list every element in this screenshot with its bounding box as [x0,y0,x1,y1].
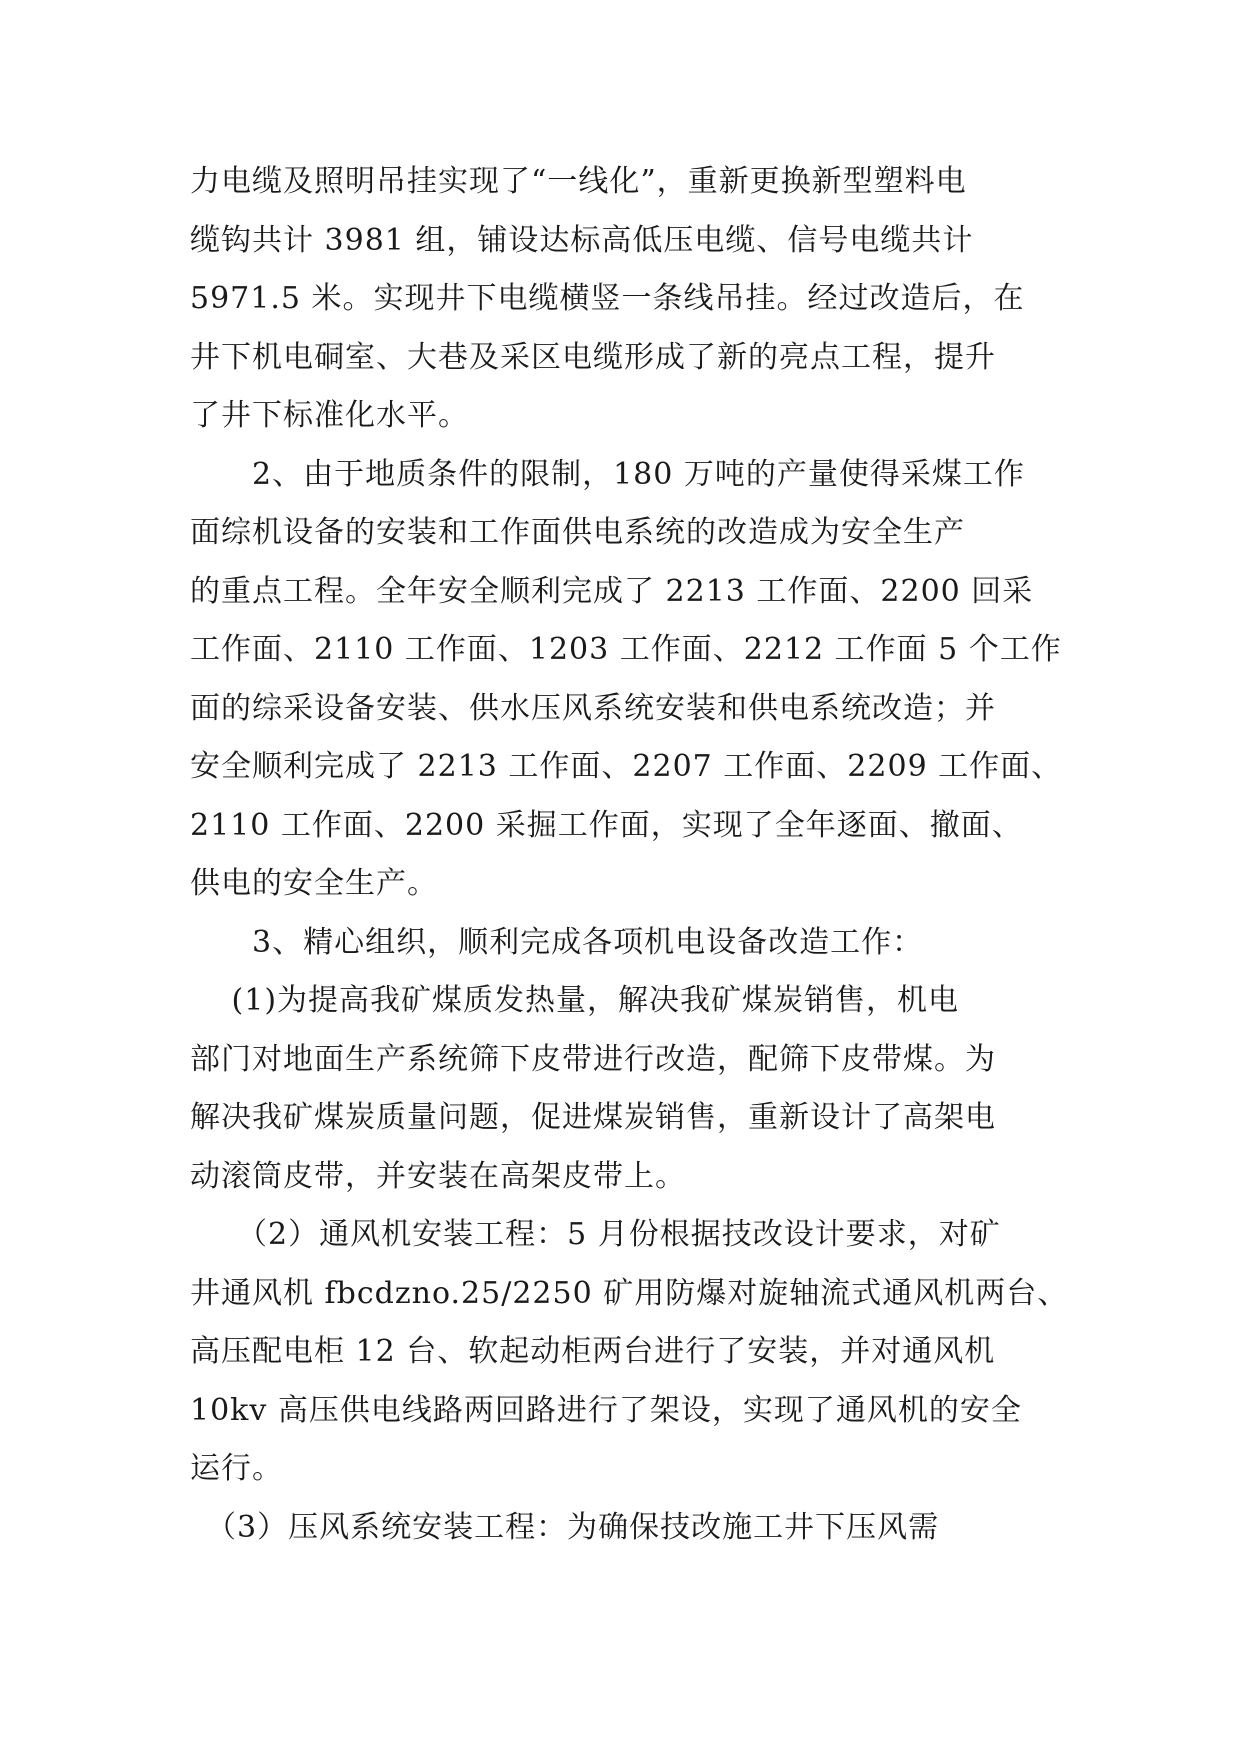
text-line: 部门对地面生产系统筛下皮带进行改造，配筛下皮带煤。为 [190,1041,996,1077]
text-line: 高压配电柜 12 台、软起动柜两台进行了安装，并对通风机 [190,1334,996,1369]
text-line: 面综机设备的安装和工作面供电系统的改造成为安全生产 [190,515,965,550]
text-line: 的重点工程。全年安全顺利完成了 2213 工作面、2200 回采 [190,573,1034,609]
text-line: 动滚筒皮带，并安装在高架皮带上。 [190,1158,686,1194]
text-line: 井下机电硐室、大巷及采区电缆形成了新的亮点工程，提升 [190,339,996,375]
text-line: 2、由于地质条件的限制，180 万吨的产量使得采煤工作 [190,456,1025,492]
text-line: 安全顺利完成了 2213 工作面、2207 工作面、2209 工作面、 [190,749,1063,784]
text-line: 供电的安全生产。 [190,866,438,901]
text-line: 解决我矿煤炭质量问题，促进煤炭销售，重新设计了高架电 [190,1100,996,1135]
text-line: 3、精心组织，顺利完成各项机电设备改造工作： [190,924,924,960]
text-line: (1)为提高我矿煤质发热量，解决我矿煤炭销售，机电 [190,983,960,1018]
text-line: （2）通风机安装工程：5 月份根据技改设计要求，对矿 [190,1217,1001,1252]
text-line: 2110 工作面、2200 采掘工作面，实现了全年逐面、撤面、 [190,807,1023,843]
text-line: 工作面、2110 工作面、1203 工作面、2212 工作面 5 个工作 [190,632,1062,667]
text-line: 5971.5 米。实现井下电缆横竖一条线吊挂。经过改造后，在 [190,281,1025,316]
text-line: 运行。 [190,1451,283,1486]
text-line: （3）压风系统安装工程：为确保技改施工井下压风需 [190,1509,940,1545]
text-line: 了井下标准化水平。 [190,398,469,433]
text-line: 缆钩共计 3981 组，铺设达标高低压电缆、信号电缆共计 [190,222,974,258]
text-line: 力电缆及照明吊挂实现了“一线化”，重新更换新型塑料电 [190,164,967,199]
text-line: 面的综采设备安装、供水压风系统安装和供电系统改造；并 [190,690,996,726]
text-line: 10kv 高压供电线路两回路进行了架设，实现了通风机的安全 [190,1392,1022,1428]
text-line: 井通风机 fbcdzno.25/2250 矿用防爆对旋轴流式通风机两台、 [190,1275,1069,1311]
body-text [190,153,1069,1557]
